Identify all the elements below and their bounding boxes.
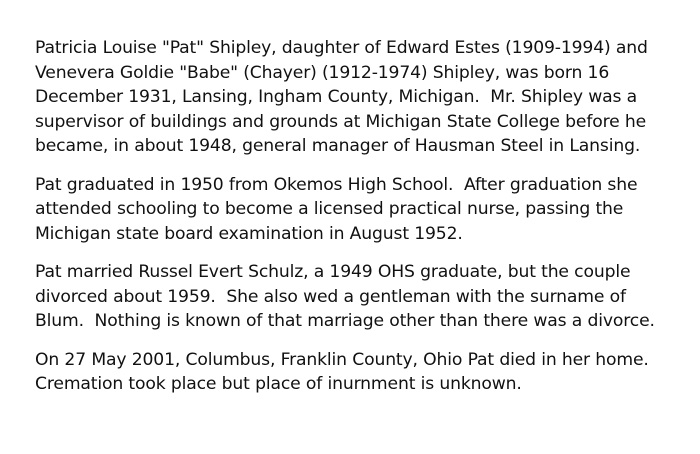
paragraph-birth (35, 36, 675, 159)
text-line: Pat graduated in 1950 from Okemos High School. After graduation she (35, 174, 638, 195)
text-line: became, in about 1948, general manager of Hausman Steel in Lansing. (35, 136, 641, 156)
text-line: Michigan state board examination in August 1952. (35, 223, 463, 244)
paragraph-marriage (35, 260, 675, 334)
text-line: December 1931, Lansing, Ingham County, Michigan. Mr. Shipley was a (35, 87, 638, 107)
paragraph-death (35, 348, 675, 397)
text-line: supervisor of buildings and grounds at Michigan State College before he (35, 111, 647, 132)
text-line: Pat married Russel Evert Schulz, a 1949 OHS graduate, but the couple (35, 262, 631, 282)
text-line: On 27 May 2001, Columbus, Franklin County, Ohio Pat died in her home. (35, 349, 649, 370)
text-line: Cremation took place but place of inurnment is unknown. (35, 374, 522, 394)
text-line: attended schooling to become a licensed practical nurse, passing the (35, 199, 624, 219)
text-line: Blum. Nothing is known of that marriage other than there was a divorce. (35, 311, 655, 331)
document-body (35, 36, 675, 411)
text-line: divorced about 1959. She also wed a gentleman with the surname of (35, 286, 626, 307)
text-line: Venevera Goldie "Babe" (Chayer) (1912-1974) Shipley, was born 16 (35, 62, 610, 83)
text-line: Patricia Louise "Pat" Shipley, daughter of Edward Estes (1909-1994) and (35, 38, 648, 58)
paragraph-education (35, 173, 675, 247)
